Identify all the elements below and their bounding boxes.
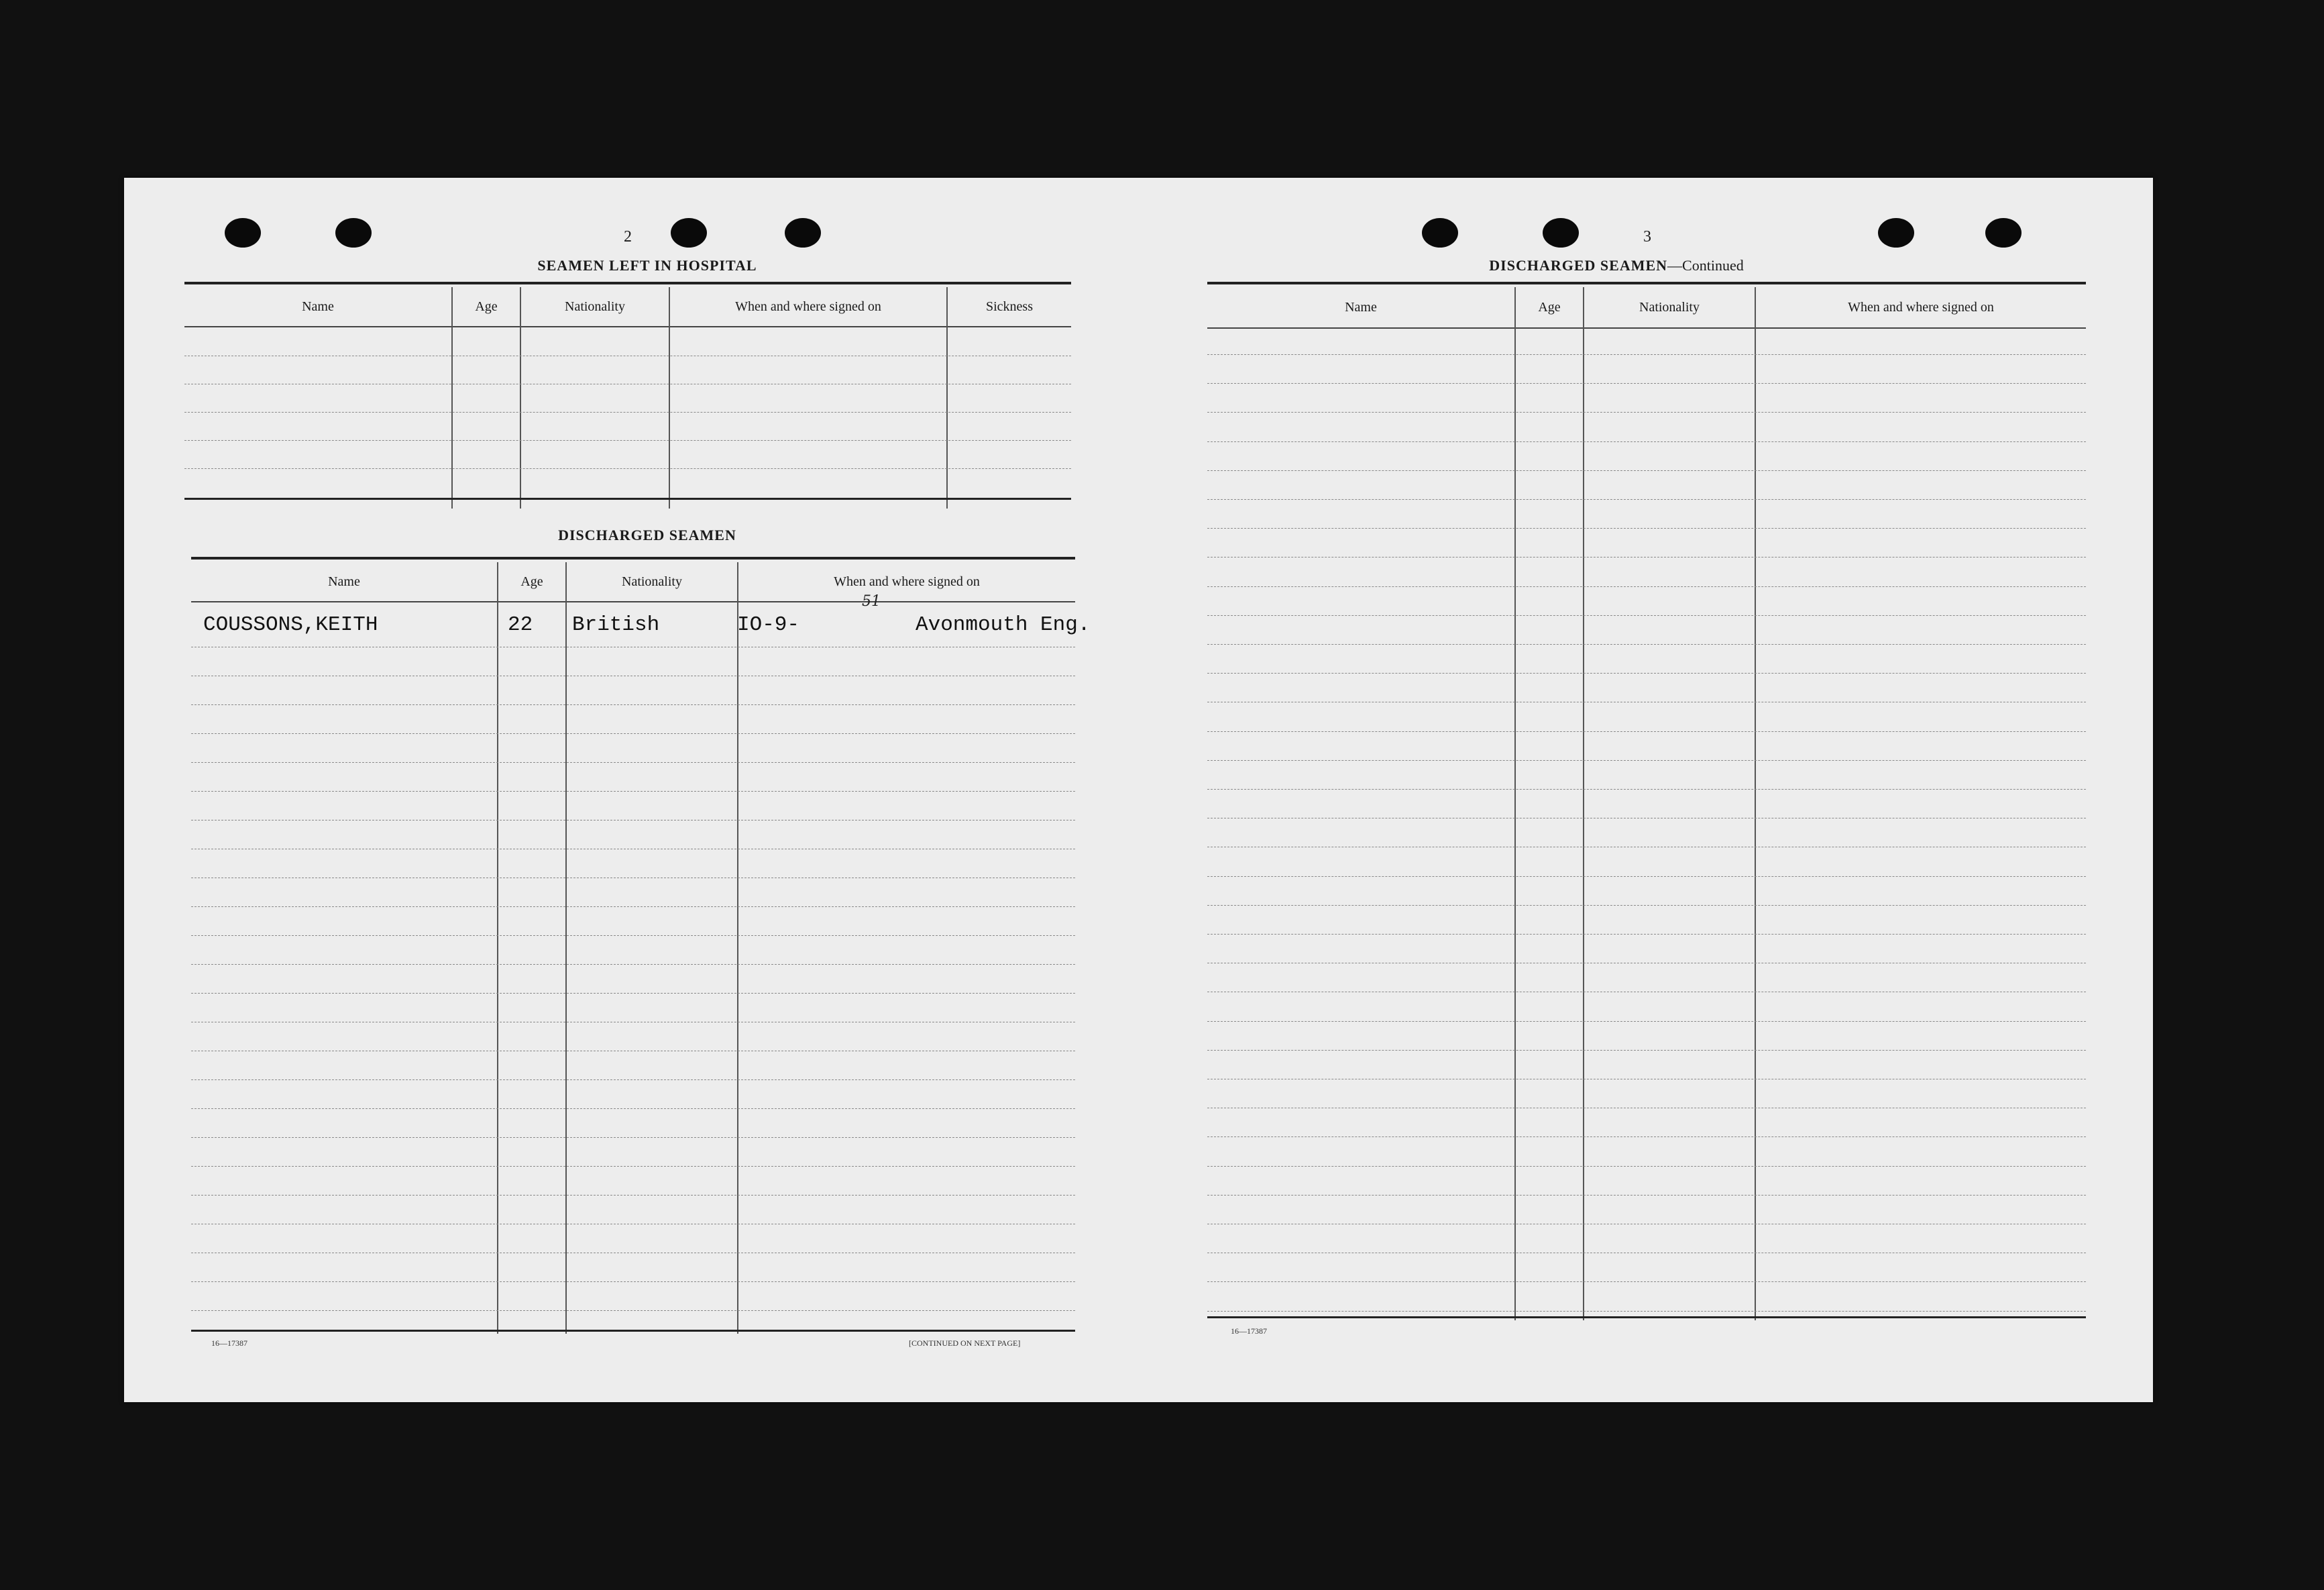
col-signed-on-header: When and where signed on [834,574,980,589]
section-title-discharged-continued [1465,257,1767,274]
col-age-header: Age [1538,299,1561,315]
col-nationality-header: Nationality [1639,299,1700,315]
table-row [191,964,1075,965]
form-number: 16—17387 [1231,1326,1267,1336]
discharged-table-header [1207,287,2086,329]
table-row [1207,673,2086,674]
table-row [191,906,1075,907]
col-name-header: Name [1345,299,1377,315]
table-row [1207,412,2086,413]
seaman-nationality: British [572,613,660,637]
table-row [1207,1281,2086,1282]
table-row [191,1310,1075,1311]
punch-hole [1985,218,2022,248]
table-row [1207,1195,2086,1196]
table-row [1207,441,2086,442]
form-number: 16—17387 [211,1338,247,1348]
table-row [1207,1136,2086,1137]
table-row [191,704,1075,705]
seaman-age: 22 [508,613,533,637]
punch-hole [1878,218,1914,248]
punch-hole [671,218,707,248]
document-sheet [124,178,2153,1402]
continued-note: [CONTINUED ON NEXT PAGE] [909,1338,1021,1348]
hospital-table [184,282,1071,509]
punch-hole [335,218,372,248]
table-row [184,440,1071,441]
col-name-header: Name [328,574,360,589]
table-row [191,762,1075,763]
section-title-discharged: DISCHARGED SEAMEN [558,527,736,543]
table-row [191,1079,1075,1080]
col-signed-on-header: When and where signed on [735,299,881,314]
title-text: DISCHARGED SEAMEN [1489,257,1668,274]
discharged-table-continued [1207,282,2086,1321]
col-name-header: Name [302,299,334,314]
table-row [1207,789,2086,790]
table-row [1207,586,2086,587]
table-row [191,993,1075,994]
table-row [1207,1050,2086,1051]
punch-hole [225,218,261,248]
table-row [1207,905,2086,906]
table-row [1207,1166,2086,1167]
table-row [1207,731,2086,732]
table-row [191,935,1075,936]
table-row [1207,1311,2086,1312]
discharged-table-header [191,562,1075,602]
signed-on-date: IO-9- [737,613,800,637]
section-title-hospital: SEAMEN LEFT IN HOSPITAL [537,257,757,274]
punch-hole [785,218,821,248]
table-row [191,1108,1075,1109]
seaman-name: COUSSONS,KEITH [203,613,378,637]
title-suffix: —Continued [1667,257,1744,274]
table-row [1207,1021,2086,1022]
col-nationality-header: Nationality [565,299,625,314]
table-row [1207,557,2086,558]
col-age-header: Age [475,299,498,314]
table-row [191,791,1075,792]
table-row [191,1281,1075,1282]
table-row [1207,876,2086,877]
col-age-header: Age [520,574,543,589]
table-row [191,1137,1075,1138]
table-row [184,412,1071,413]
hospital-table-header [184,287,1071,327]
table-row [1207,383,2086,384]
col-sickness-header: Sickness [986,299,1033,314]
table-row [191,1166,1075,1167]
page-number: 3 [1643,228,1651,246]
table-row [1207,934,2086,935]
table-row [1207,499,2086,500]
punch-hole [1543,218,1579,248]
table-row [184,468,1071,469]
signed-on-place: Avonmouth Eng. [916,613,1091,637]
year-overwrite: 51 [862,593,881,610]
punch-hole [1422,218,1458,248]
col-signed-on-header: When and where signed on [1848,299,1994,315]
table-row [1207,615,2086,616]
table-row [1207,470,2086,471]
table-row [1207,760,2086,761]
table-row [191,1195,1075,1196]
table-row [1207,528,2086,529]
table-row [1207,644,2086,645]
table-row [191,733,1075,734]
table-row [1207,354,2086,355]
page-number: 2 [624,228,632,246]
discharged-table [191,557,1091,1334]
col-nationality-header: Nationality [622,574,682,589]
